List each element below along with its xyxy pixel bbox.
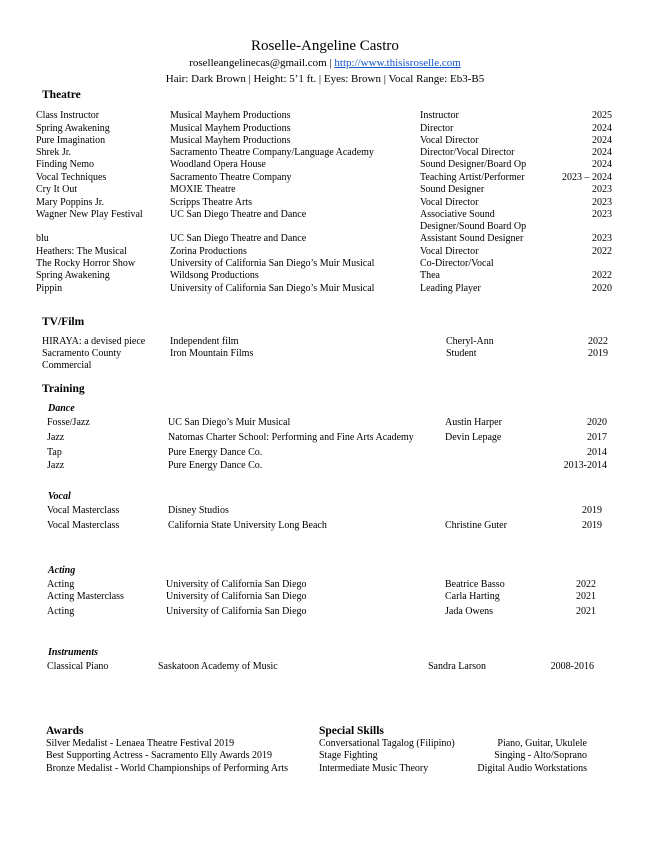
theatre-role: Designer/Sound Board Op <box>420 221 527 232</box>
skill-item: Conversational Tagalog (Filipino) <box>319 738 455 749</box>
training-course: Vocal Masterclass <box>47 505 120 516</box>
training-teacher: Christine Guter <box>445 520 507 531</box>
training-year: 2021 <box>576 606 596 617</box>
theatre-company: Musical Mayhem Productions <box>170 135 291 146</box>
dance-subheading: Dance <box>48 403 75 414</box>
theatre-show: Vocal Techniques <box>36 172 107 183</box>
training-school: University of California San Diego <box>166 579 307 590</box>
training-course: Jazz <box>47 460 65 471</box>
instruments-subheading: Instruments <box>48 647 99 658</box>
training-teacher: Devin Lepage <box>445 432 502 443</box>
training-course: Acting <box>47 579 75 590</box>
theatre-year: 2022 <box>592 246 612 257</box>
acting-subheading: Acting <box>48 565 76 576</box>
theatre-year: 2023 <box>592 197 612 208</box>
theatre-company: UC San Diego Theatre and Dance <box>170 209 307 220</box>
theatre-heading: Theatre <box>42 89 81 101</box>
theatre-year: 2020 <box>592 283 612 294</box>
training-school: Pure Energy Dance Co. <box>168 460 263 471</box>
theatre-year: 2023 <box>592 233 612 244</box>
theatre-role: Vocal Director <box>420 197 479 208</box>
training-year: 2022 <box>576 579 596 590</box>
training-course: Classical Piano <box>47 661 109 672</box>
tvfilm-role: Cheryl-Ann <box>446 336 494 347</box>
award-item: Silver Medalist - Lenaea Theatre Festival 2019 <box>46 738 235 749</box>
email-text: roselleangelinecas@gmail.com <box>189 57 327 69</box>
skills-heading: Special Skills <box>319 725 384 737</box>
tvfilm-role: Student <box>446 348 477 359</box>
training-school: Natomas Charter School: Performing and Fine Arts Academy <box>168 432 414 443</box>
tvfilm-year: 2022 <box>588 336 608 347</box>
training-year: 2013-2014 <box>563 460 607 471</box>
training-teacher: Austin Harper <box>445 417 502 428</box>
resume-name: Roselle-Angeline Castro <box>251 38 399 54</box>
tvfilm-title: Commercial <box>42 360 92 371</box>
skill-item: Singing - Alto/Soprano <box>494 750 587 761</box>
theatre-year: 2024 <box>592 159 612 170</box>
training-school: Pure Energy Dance Co. <box>168 447 263 458</box>
training-teacher: Jada Owens <box>445 606 494 617</box>
training-course: Fosse/Jazz <box>47 417 90 428</box>
training-course: Jazz <box>47 432 65 443</box>
vocal-subheading: Vocal <box>48 491 71 502</box>
tvfilm-title: Sacramento County <box>42 348 122 359</box>
training-school: California State University Long Beach <box>168 520 327 531</box>
theatre-show: The Rocky Horror Show <box>36 258 136 269</box>
training-teacher: Carla Harting <box>445 591 500 602</box>
theatre-role: Assistant Sound Designer <box>420 233 524 244</box>
theatre-company: Woodland Opera House <box>170 159 266 170</box>
theatre-role: Instructor <box>420 110 459 121</box>
theatre-show: Shrek Jr. <box>36 147 71 158</box>
theatre-year: 2024 <box>592 123 612 134</box>
theatre-year: 2024 <box>592 147 612 158</box>
theatre-show: Cry It Out <box>36 184 78 195</box>
theatre-role: Teaching Artist/Performer <box>420 172 525 183</box>
theatre-year: 2022 <box>592 270 612 281</box>
theatre-year: 2025 <box>592 110 612 121</box>
stats-line: Hair: Dark Brown | Height: 5’1 ft. | Eyes: Brown | Vocal Range: Eb3-B5 <box>165 73 485 85</box>
theatre-role: Director <box>420 123 454 134</box>
training-year: 2014 <box>587 447 607 458</box>
theatre-company: Wildsong Productions <box>170 270 259 281</box>
training-year: 2020 <box>587 417 607 428</box>
training-school: UC San Diego’s Muir Musical <box>168 417 291 428</box>
tvfilm-company: Iron Mountain Films <box>170 348 254 359</box>
theatre-show: Wagner New Play Festival <box>36 209 143 220</box>
training-year: 2008-2016 <box>550 661 594 672</box>
training-course: Vocal Masterclass <box>47 520 120 531</box>
theatre-show: Finding Nemo <box>36 159 95 170</box>
theatre-role: Thea <box>420 270 440 281</box>
theatre-year: 2023 – 2024 <box>562 172 612 183</box>
theatre-company: University of California San Diego’s Muir Musical <box>170 258 375 269</box>
contact-separator: | <box>329 57 332 69</box>
tvfilm-company: Independent film <box>170 336 239 347</box>
theatre-show: Heathers: The Musical <box>36 246 127 257</box>
training-school: Saskatoon Academy of Music <box>158 661 278 672</box>
training-school: University of California San Diego <box>166 606 307 617</box>
training-course: Acting Masterclass <box>47 591 124 602</box>
theatre-show: blu <box>36 233 49 244</box>
theatre-role: Director/Vocal Director <box>420 147 515 158</box>
theatre-role: Vocal Director <box>420 246 479 257</box>
theatre-show: Mary Poppins Jr. <box>36 197 105 208</box>
theatre-company: Musical Mayhem Productions <box>170 123 291 134</box>
theatre-company: Musical Mayhem Productions <box>170 110 291 121</box>
theatre-show: Spring Awakening <box>36 123 110 134</box>
theatre-role: Leading Player <box>420 283 481 294</box>
tvfilm-title: HIRAYA: a devised piece <box>42 336 146 347</box>
theatre-company: Zorina Productions <box>170 246 247 257</box>
awards-heading: Awards <box>46 725 84 737</box>
training-school: University of California San Diego <box>166 591 307 602</box>
theatre-company: MOXIE Theatre <box>170 184 236 195</box>
training-school: Disney Studios <box>168 505 229 516</box>
theatre-show: Pippin <box>36 283 63 294</box>
tvfilm-heading: TV/Film <box>42 316 85 328</box>
skill-item: Piano, Guitar, Ukulele <box>497 738 587 749</box>
training-year: 2019 <box>582 505 602 516</box>
theatre-year: 2023 <box>592 184 612 195</box>
award-item: Bronze Medalist - World Championships of Performing Arts <box>46 763 289 774</box>
theatre-role: Sound Designer <box>420 184 485 195</box>
theatre-role: Vocal Director <box>420 135 479 146</box>
theatre-show: Pure Imagination <box>36 135 106 146</box>
training-year: 2017 <box>587 432 607 443</box>
tvfilm-year: 2019 <box>588 348 608 359</box>
award-item: Best Supporting Actress - Sacramento Elly Awards 2019 <box>46 750 272 761</box>
training-year: 2021 <box>576 591 596 602</box>
theatre-role: Associative Sound <box>420 209 495 220</box>
theatre-role: Sound Designer/Board Op <box>420 159 527 170</box>
theatre-company: UC San Diego Theatre and Dance <box>170 233 307 244</box>
theatre-show: Class Instructor <box>36 110 100 121</box>
training-year: 2019 <box>582 520 602 531</box>
training-heading: Training <box>42 383 85 395</box>
training-course: Acting <box>47 606 75 617</box>
theatre-show: Spring Awakening <box>36 270 110 281</box>
theatre-company: Sacramento Theatre Company/Language Academy <box>170 147 374 158</box>
theatre-year: 2024 <box>592 135 612 146</box>
training-course: Tap <box>47 447 62 458</box>
contact-line <box>0 56 650 70</box>
skill-item: Digital Audio Workstations <box>477 763 587 774</box>
training-teacher: Sandra Larson <box>428 661 487 672</box>
skill-item: Stage Fighting <box>319 750 378 761</box>
theatre-year: 2023 <box>592 209 612 220</box>
theatre-company: Sacramento Theatre Company <box>170 172 292 183</box>
theatre-role: Co-Director/Vocal <box>420 258 494 269</box>
website-link[interactable]: http://www.thisisroselle.com <box>334 57 461 69</box>
theatre-company: University of California San Diego’s Muir Musical <box>170 283 375 294</box>
training-teacher: Beatrice Basso <box>445 579 505 590</box>
theatre-company: Scripps Theatre Arts <box>170 197 253 208</box>
skill-item: Intermediate Music Theory <box>319 763 429 774</box>
